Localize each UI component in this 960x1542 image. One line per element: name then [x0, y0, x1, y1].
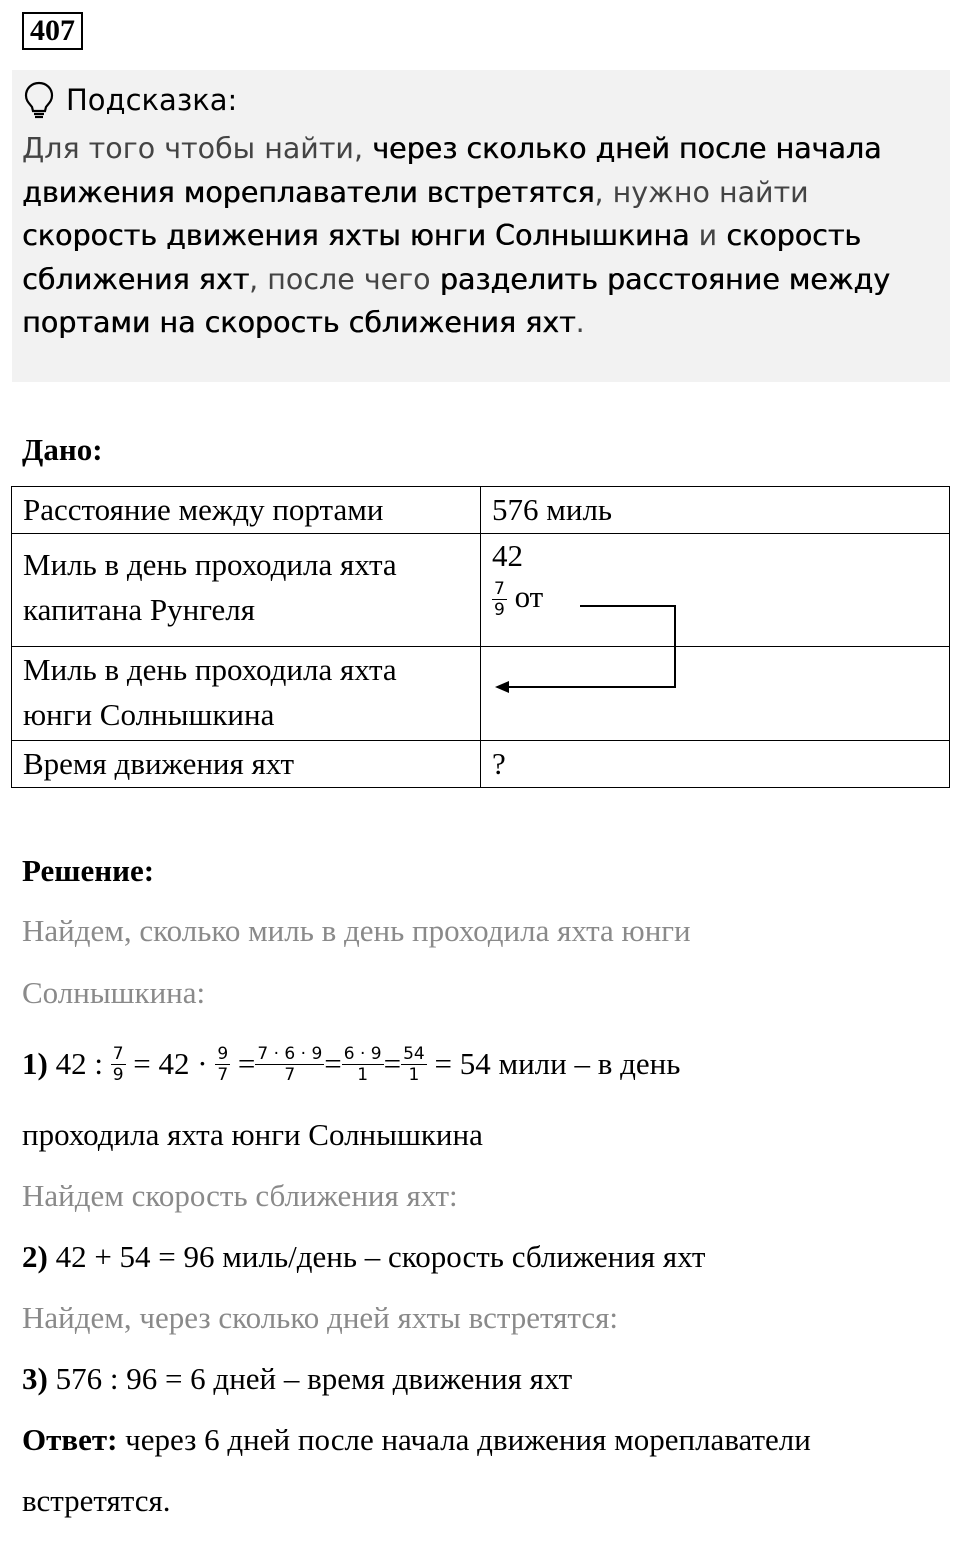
step-3	[22, 1361, 572, 1397]
hint-fragment: Для того чтобы найти,	[22, 132, 373, 165]
answer-cont: встретятся.	[22, 1483, 171, 1518]
expr: =	[237, 1046, 256, 1081]
step-number: 1)	[22, 1046, 48, 1081]
intro-1a: Найдем, сколько миль в день проходила яхта юнги	[22, 913, 691, 948]
step-number: 2)	[22, 1239, 48, 1274]
hint-title: Подсказка:	[66, 83, 238, 117]
expr: = 42 ·	[133, 1046, 208, 1081]
intro-1b: Солнышкина:	[22, 975, 206, 1010]
fraction: $\frac{7}{9}$	[112, 1043, 124, 1085]
fraction: $\frac{54}{1}$	[403, 1043, 425, 1085]
fraction: $\frac{6 \cdot 9}{1}$	[343, 1043, 382, 1085]
step-number: 3)	[22, 1361, 48, 1396]
step-2	[22, 1239, 705, 1275]
given-title: Дано:	[22, 432, 103, 467]
given-value-distance: 576 миль	[481, 487, 950, 534]
step-1	[22, 1034, 680, 1094]
fraction-suffix: от	[514, 579, 544, 614]
hint-emphasis: скорость движения яхты юнги Солнышкина	[22, 219, 690, 252]
expr: = 54 мили – в день	[434, 1046, 681, 1081]
task-number: 407	[22, 12, 83, 50]
fraction: $\frac{7}{9}$	[494, 579, 505, 621]
hint-fragment: , нужно найти	[594, 175, 809, 209]
answer-label: Ответ:	[22, 1422, 118, 1457]
expr: 42 :	[55, 1046, 103, 1081]
hint-fragment: , после чего	[249, 262, 440, 296]
hint-fragment: .	[575, 306, 585, 339]
expr: =	[324, 1046, 342, 1081]
given-value-time: ?	[481, 741, 950, 788]
label-line: юнги Солнышкина	[23, 697, 275, 732]
label-line: Миль в день проходила яхта	[23, 547, 397, 582]
given-label-distance: Расстояние между портами	[12, 487, 481, 534]
answer	[22, 1422, 811, 1458]
expr: =	[383, 1046, 402, 1081]
hint-emphasis: скорость сближения яхт	[22, 219, 862, 296]
intro-2: Найдем скорость сближения яхт:	[22, 1178, 458, 1213]
step-text: 42 + 54 = 96 миль/день – скорость сближения яхт	[55, 1239, 706, 1274]
hint-fragment: и	[689, 219, 727, 252]
step-text: 576 : 96 = 6 дней – время движения яхт	[55, 1361, 573, 1396]
fraction: $\frac{7 \cdot 6 \cdot 9}{7}$	[257, 1043, 323, 1085]
given-label-time: Время движения яхт	[12, 741, 481, 788]
hint-emphasis: разделить расстояние между портами на скорость сближения яхт	[22, 262, 890, 339]
label-line: капитана Рунгеля	[23, 592, 256, 627]
rungel-speed: 42	[492, 538, 523, 573]
fraction: $\frac{9}{7}$	[217, 1043, 229, 1085]
intro-3: Найдем, через сколько дней яхты встретятся:	[22, 1300, 618, 1335]
step-1-cont: проходила яхта юнги Солнышкина	[22, 1117, 483, 1152]
answer-text: через 6 дней после начала движения мореплаватели	[125, 1422, 811, 1457]
label-line: Миль в день проходила яхта	[23, 652, 397, 687]
hint-emphasis: через сколько дней после начала движения мореплаватели встретятся	[22, 132, 882, 209]
solution-title: Решение:	[22, 853, 155, 888]
